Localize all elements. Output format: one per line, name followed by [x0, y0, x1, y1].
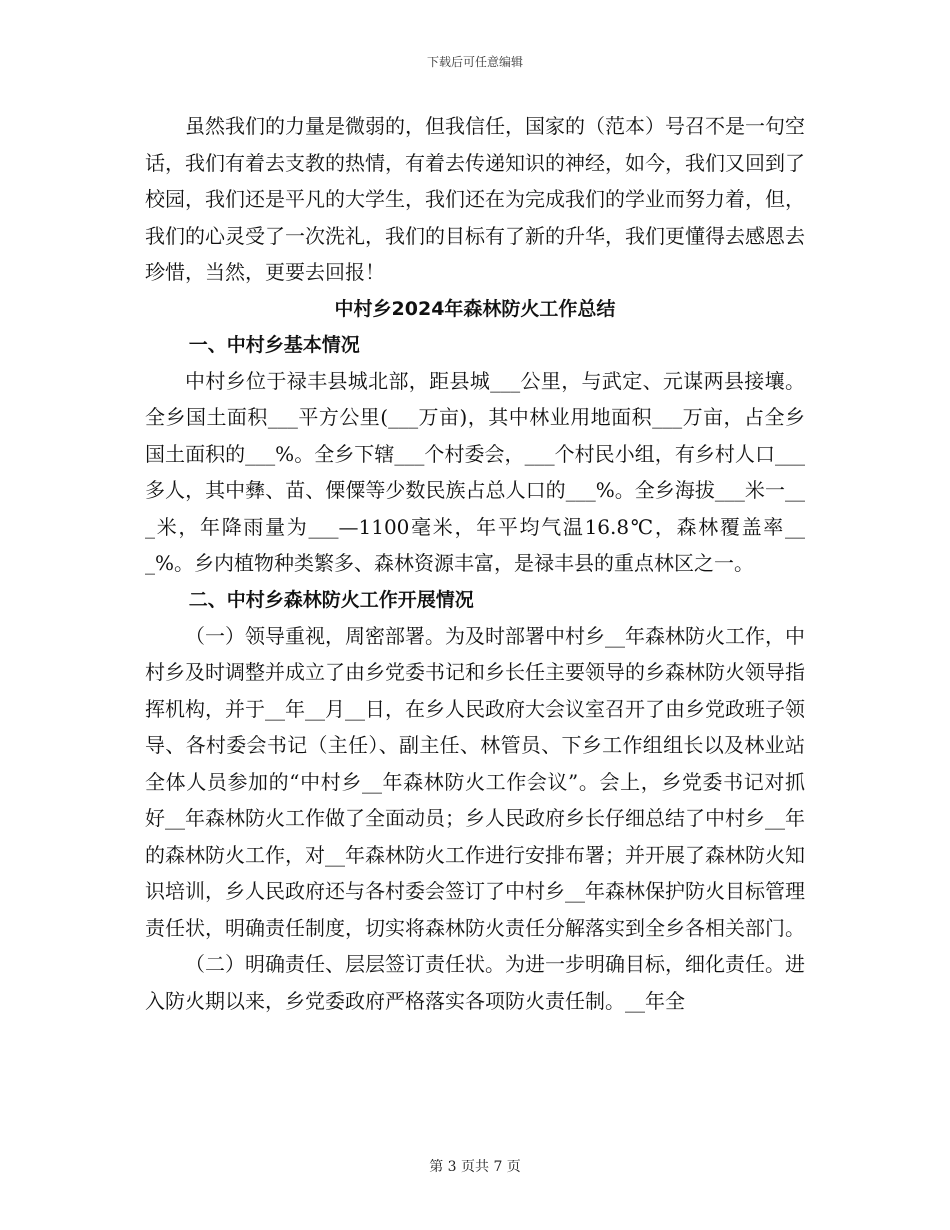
- section-2-paragraph-1: （一）领导重视，周密部署。为及时部署中村乡__年森林防火工作，中村乡及时调整并成立了由乡党委书记和乡长任主要领导的乡森林防火领导指挥机构，并于__年__月__日，在乡人民政府大会议室召开了由乡党政班子领导、各村委会书记（主任）、副主任、林管员、下乡工作组组长以及林业站全体人员参加的“中村乡__年森林防火工作会议”。会上，乡党委书记对抓好__年森林防火工作做了全面动员；乡人民政府乡长仔细总结了中村乡__年的森林防火工作，对__年森林防火工作进行安排布署；并开展了森林防火知识培训，乡人民政府还与各村委会签订了中村乡__年森林保护防火目标管理责任状，明确责任制度，切实将森林防火责任分解落实到全乡各相关部门。: [145, 623, 805, 940]
- section-1-paragraph: 中村乡位于禄丰县城北部，距县城___公里，与武定、元谋两县接壤。全乡国土面积___平方公里(___万亩)，其中林业用地面积___万亩，占全乡国土面积的___%。全乡下辖___个村委会，___个村民小组，有乡村人口___多人，其中彝、苗、傈僳等少数民族占总人口的___%。全乡海拔___米一___米，年降雨量为___—1100毫米，年平均气温16.8℃，森林覆盖率___%。乡内植物种类繁多、森林资源丰富，是禄丰县的重点林区之一。: [145, 368, 805, 575]
- section-1-heading: 一、中村乡基本情况: [188, 333, 360, 356]
- intro-paragraph: 虽然我们的力量是微弱的，但我信任，国家的（范本）号召不是一句空话，我们有着去支教的热情，有着去传递知识的神经，如今，我们又回到了校园，我们还是平凡的大学生，我们还在为完成我们的学业而努力着，但，我们的心灵受了一次洗礼，我们的目标有了新的升华，我们更懂得去感恩去珍惜，当然，更要去回报！: [145, 114, 805, 284]
- page-header-note: 下载后可任意编辑: [426, 55, 523, 69]
- document-body: [145, 108, 805, 1019]
- section-2-paragraph-2: （二）明确责任、层层签订责任状。为进一步明确目标，细化责任。进入防火期以来，乡党委政府严格落实各项防火责任制。__年全: [145, 952, 805, 1013]
- document-title: 中村乡2024年森林防火工作总结: [334, 297, 616, 320]
- section-2-heading: 二、中村乡森林防火工作开展情况: [188, 588, 474, 611]
- page-number-footer: 第 3 页共 7 页: [429, 1159, 521, 1175]
